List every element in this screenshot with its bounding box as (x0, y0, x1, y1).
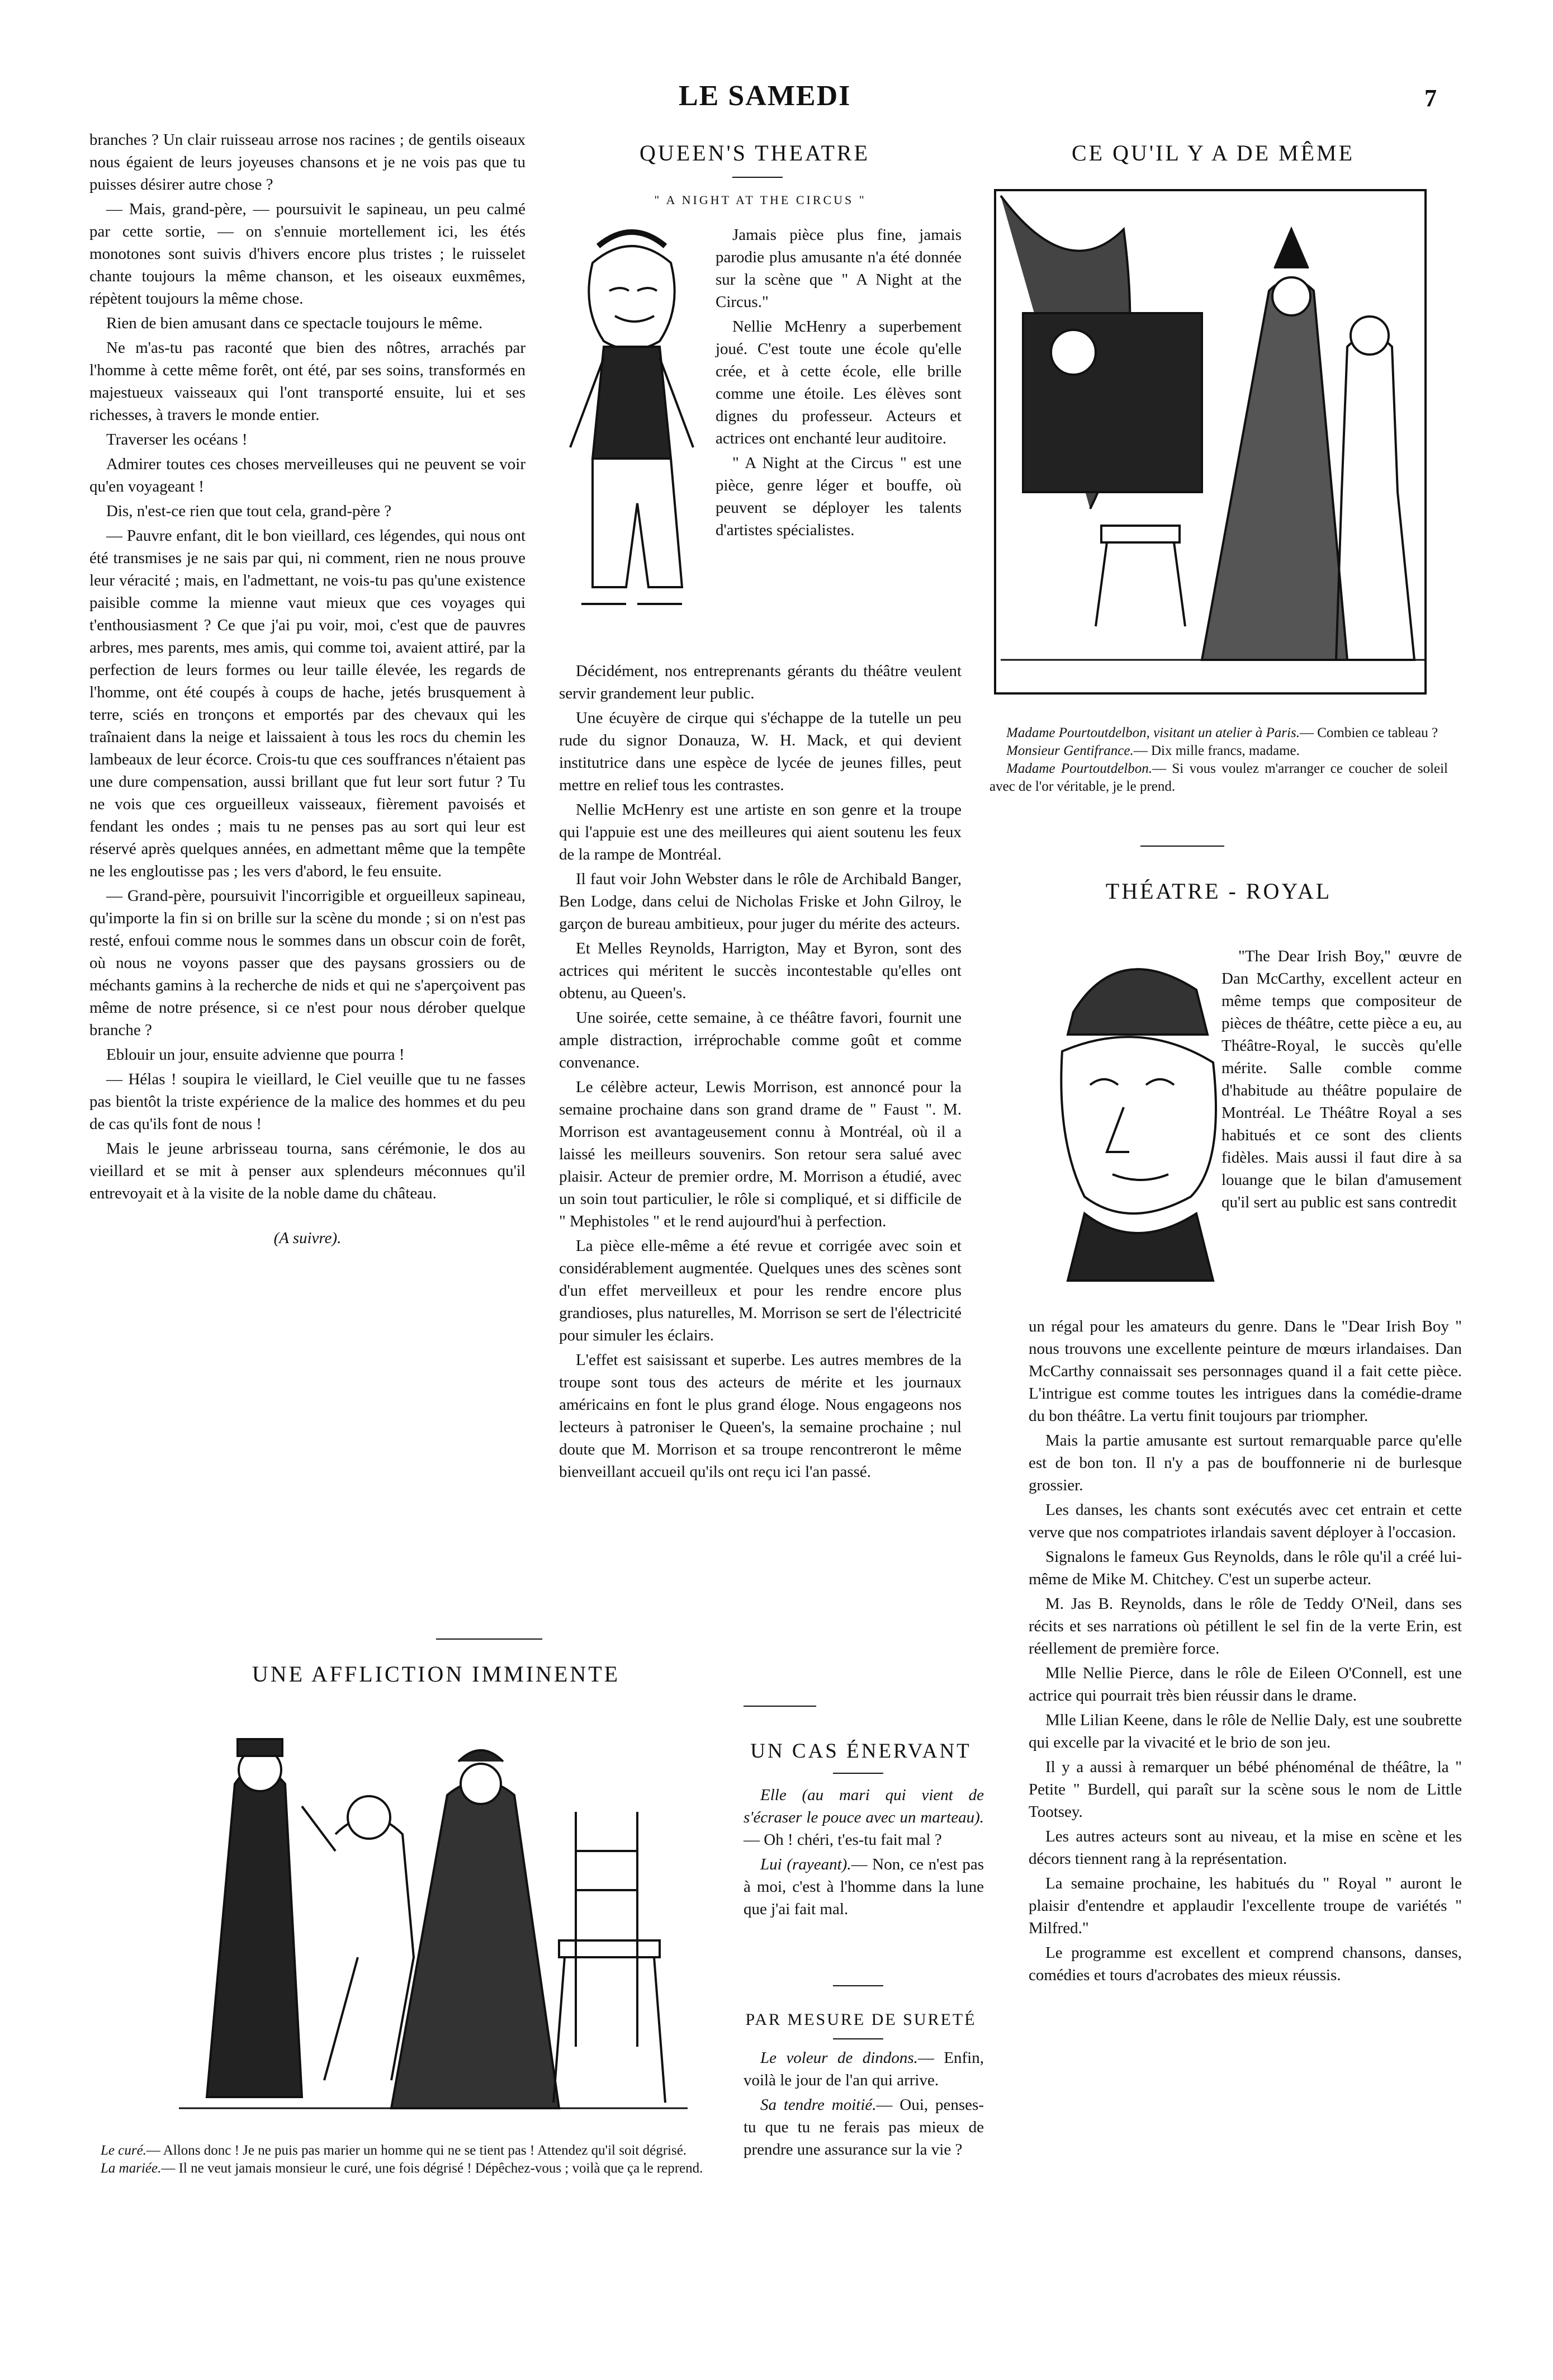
cas-line-1: Elle (au mari qui vient de s'écraser le pouce avec un marteau).— Oh ! chéri, t'es-tu fait mal ? (744, 1786, 984, 1849)
affliction-title: UNE AFFLICTION IMMINENTE (252, 1661, 621, 1687)
royal-paragraph: Mais la partie amusante est surtout remarquable parce qu'elle est de bon ton. Il n'y a pas de bouffonnerie ni de burlesque grossier. (1029, 1432, 1462, 1494)
meme-caption (989, 724, 1448, 796)
story-paragraph: branches ? Un clair ruisseau arrose nos racines ; de gentils oiseaux nous égaient de leurs joyeuses chansons et je ne vois pas que tu puisses désirer autre chose ? (89, 131, 525, 193)
affliction-caption (101, 2142, 710, 2178)
divider (1140, 846, 1224, 847)
royal-title: THÉATRE - ROYAL (1105, 879, 1332, 904)
divider (833, 1773, 883, 1774)
story-paragraph: Ne m'as-tu pas raconté que bien des nôtres, arrachés par l'homme à cette même forêt, ont été, par ses soins, transformés en majestueux vaisseaux qui l'ont transporté ensuite, lui et ses richesses, à travers le monde entier. (89, 339, 525, 424)
divider (744, 1706, 816, 1707)
queens-paragraph: Une écuyère de cirque qui s'échappe de la tutelle un peu rude du signor Donauza, W. H. Mack, et qui devient institutrice dans une espèce de lycée de jeunes filles, peut mettre en relief tous les contrastes. (559, 709, 962, 794)
cas-title: UN CAS ÉNERVANT (750, 1740, 972, 1763)
royal-paragraph: Le programme est excellent et comprend chansons, danses, comédies et tours d'acrobates des mieux réussis. (1029, 1944, 1462, 1984)
cas-body (744, 1784, 984, 1923)
story-paragraph: Mais le jeune arbrisseau tourna, sans cérémonie, le dos au vieillard et se mit à penser aux splendeurs méconnues qu'il entrevoyait et à la visite de la noble dame du château. (89, 1140, 525, 1202)
story-paragraph: — Grand-père, poursuivit l'incorrigible et orgueilleux sapineau, qu'importe la fin si on brille sur la scène du monde ; si on n'est pas resté, enfoui comme nous le sommes dans un obscur coin de forêt, où nous ne voyons passer que des paysans grossiers ou de méchants gamins à la recherche de nids et qui ne s'aperçoivent pas même de notre présence, si ce n'est pour nous dérober quelque branche ? (89, 887, 525, 1039)
page-number: 7 (1424, 84, 1437, 112)
royal-paragraph: Les autres acteurs sont au niveau, et la mise en scène et les décors tiennent rang à la représentation. (1029, 1828, 1462, 1868)
story-paragraph: — Mais, grand-père, — poursuivit le sapineau, un peu calmé par cette sortie, — on s'ennuie mortellement ici, les étés monotones sont suivis d'hivers encore plus tristes ; le ruisselet chante toujours la même chanson, et les oiseaux euxmêmes, répètent toujours la même chose. (89, 200, 525, 308)
story-paragraph: Dis, n'est-ce rien que tout cela, grand-père ? (106, 502, 392, 520)
divider (833, 2038, 883, 2039)
royal-body (1029, 1315, 1462, 1989)
queens-subtitle: " A NIGHT AT THE CIRCUS " (654, 193, 867, 207)
queens-paragraph: Jamais pièce plus fine, jamais parodie plus amusante n'a été donnée sur la scène que " A Night at the Circus." (716, 226, 962, 311)
surete-body (744, 2047, 984, 2163)
a-suivre: (A suivre). (273, 1229, 342, 1247)
queens-paragraph: Nellie McHenry a superbement joué. C'est toute une école qu'elle crée, et à cette école, elle brille comme une étoile. Les élèves sont dignes du professeur. Acteurs et actrices ont enchanté leur auditoire. (716, 318, 962, 447)
story-paragraph: — Hélas ! soupira le vieillard, le Ciel veuille que tu ne fasses pas bientôt la triste expérience de la malice des hommes et du peu de cas qu'ils font de nous ! (89, 1070, 525, 1133)
royal-paragraph: Il y a aussi à remarquer un bébé phénoménal de théâtre, la " Petite " Burdell, qui paraît sur la scène sous le nom de Little Tootsey. (1029, 1758, 1462, 1821)
queens-paragraph: Il faut voir John Webster dans le rôle de Archibald Banger, Ben Lodge, dans celui de Nicholas Friske et John Gilroy, le garçon de bureau ambitieux, pour juger du mérite des acteurs. (559, 870, 962, 933)
royal-paragraph: un régal pour les amateurs du genre. Dans le "Dear Irish Boy " nous trouvons une excellente peinture de mœurs irlandaises. Dan McCarthy connaissait ses personnages quand il a fait cette pièce. L'intrigue est comme toutes les intrigues dans la comédie-drame du bon théâtre. La vertu finit toujours par triompher. (1029, 1318, 1462, 1425)
queens-paragraph: " A Night at the Circus " est une pièce, genre léger et bouffe, où peuvent se déployer les talents d'artistes spécialistes. (716, 454, 962, 539)
caption-line-2: Monsieur Gentifrance.— Dix mille francs, madame. (1006, 743, 1300, 758)
surete-title: PAR MESURE DE SURETÉ (745, 2010, 977, 2029)
royal-paragraph: Mlle Nellie Pierce, dans le rôle de Eileen O'Connell, est une actrice qui pourrait très bien réussir dans le drame. (1029, 1664, 1462, 1704)
story-paragraph: Traverser les océans ! (106, 431, 248, 448)
queens-paragraph: Décidément, nos entreprenants gérants du théâtre veulent servir grandement leur public. (559, 662, 962, 702)
divider (732, 177, 783, 178)
caption-line-2: La mariée.— Il ne veut jamais monsieur le curé, une fois dégrisé ! Dépêchez-vous ; voilà que ça le reprend. (101, 2161, 703, 2176)
royal-paragraph: Signalons le fameux Gus Reynolds, dans le rôle qu'il a créé lui-même de Mike M. Chitchey. C'est un superbe acteur. (1029, 1548, 1462, 1588)
royal-paragraph: M. Jas B. Reynolds, dans le rôle de Teddy O'Neil, dans ses récits et ses narrations où pétillent le sel fin de la verte Erin, est réellement de première force. (1029, 1595, 1462, 1658)
wedding-illustration (168, 1706, 699, 2131)
queens-paragraph: La pièce elle-même a été revue et corrigée avec soin et considérablement augmentée. Quelques unes des scènes sont d'un effet merveilleux et pour les rendre encore plus grandioses, plus naturelles, M. Morrison se sert de l'électricité pour simuler les éclairs. (559, 1237, 962, 1344)
surete-line-2: Sa tendre moitié.— Oui, penses-tu que tu ne ferais pas mieux de prendre une assurance sur la vie ? (744, 2096, 984, 2159)
queens-paragraph: L'effet est saisissant et superbe. Les autres membres de la troupe sont tous des acteurs de mérite et les journaux américains en font le plus grand éloge. Nous engageons nos lecteurs à patroniser le Queen's, la semaine prochaine ; nul doute que M. Morrison et sa troupe rencontreront le même bienveillant accueil qu'ils ont reçu ici l'an passé. (559, 1351, 962, 1481)
divider (436, 1638, 542, 1640)
caption-line-1: Madame Pourtoutdelbon, visitant un atelier à Paris.— Combien ce tableau ? (1006, 725, 1438, 740)
divider (833, 1985, 883, 1986)
queens-paragraph: Une soirée, cette semaine, à ce théâtre favori, fournit une ample distraction, irréprochable comme goût et comme convenance. (559, 1009, 962, 1071)
column-story (89, 129, 525, 1252)
story-paragraph: — Pauvre enfant, dit le bon vieillard, ces légendes, qui nous ont été transmises je ne sais par qui, ni comment, rien ne nous prouve leur véracité ; mais, en l'admettant, ne vois-tu pas qu'une existence paisible comme la mienne vaut mieux que ces voyages qui t'enthousiasment ? Ce que j'ai pu voir, moi, c'est que de pauvres arbres, mes parents, mes amis, qui comme toi, avaient attiré, par la perfection de leurs formes ou leur taille élevée, les regards de l'homme, ont été coupés à coups de hache, jetés brusquement à terre, sciés en tronçons et emportés par des chevaux qui les traînaient dans la neige et laissaient à tous les rocs du chemin les lambeaux de leur écorce. Crois-tu que ces souffrances n'étaient pas une dure compensation, aussi brillant que fut leur sort futur ? Tu ne vois que ces orgueilleux vaisseaux, fièrement pavoisés et fendant les ondes ; mais tu ne penses pas au sort qui leur est réservé après quelques années, en admettant même que la tempête ne les engloutisse pas ; les vers d'abord, le feu ensuite. (89, 527, 525, 880)
queens-paragraph: Nellie McHenry est une artiste en son genre et la troupe qui l'appuie est une des meilleures qui aient soutenu les feux de la rampe de Montréal. (559, 801, 962, 863)
surete-line-1: Le voleur de dindons.— Enfin, voilà le jour de l'an qui arrive. (744, 2049, 984, 2089)
story-paragraph: Admirer toutes ces choses merveilleuses qui ne peuvent se voir qu'en voyageant ! (89, 455, 525, 495)
irish-boy-illustration (1040, 939, 1224, 1286)
queens-paragraph: Et Melles Reynolds, Harrigton, May et Byron, sont des actrices qui méritent le succès incontestable qu'elles ont obtenu, au Queen's. (559, 939, 962, 1002)
cas-line-2: Lui (rayeant).— Non, ce n'est pas à moi, c'est à l'homme dans la lune que j'ai fait mal. (744, 1855, 984, 1918)
royal-paragraph: Mlle Lilian Keene, dans le rôle de Nellie Daly, est une soubrette qui excelle par la vivacité et le brio de son jeu. (1029, 1711, 1462, 1751)
story-paragraph: Rien de bien amusant dans ce spectacle toujours le même. (106, 314, 483, 332)
caricature-illustration (548, 212, 716, 649)
queens-wrapped (716, 224, 962, 544)
royal-paragraph: La semaine prochaine, les habitués du " Royal " auront le plaisir d'entendre et applaudir l'excellente troupe de variétés " Milfred." (1029, 1874, 1462, 1937)
queens-title: QUEEN'S THEATRE (639, 140, 870, 166)
masthead: LE SAMEDI (679, 80, 851, 112)
caption-line-3: Madame Pourtoutdelbon.— Si vous voulez m'arranger ce coucher de soleil avec de l'or véritable, je le prend. (989, 761, 1448, 794)
royal-paragraph: Les danses, les chants sont exécutés avec cet entrain et cette verve que nos compatriotes irlandais savent déployer à l'occasion. (1029, 1501, 1462, 1541)
royal-paragraph: "The Dear Irish Boy," œuvre de Dan McCarthy, excellent acteur en même temps que compositeur de pièces de théâtre, cette pièce a eu, au Théâtre-Royal, le succès qu'elle mérite. Salle comble comme d'habitude au théâtre populaire de Montréal. Le Théâtre Royal a ses habitués et ce sont des clients fidèles. Mais aussi il faut dire à sa louange que le bilan d'amusement qu'il sert au public est sans contredit (1221, 947, 1462, 1211)
caption-line-1: Le curé.— Allons donc ! Je ne puis pas marier un homme qui ne se tient pas ! Attendez qu'il soit dégrisé. (101, 2143, 687, 2158)
royal-wrapped (1221, 945, 1462, 1216)
story-paragraph: Eblouir un jour, ensuite advienne que pourra ! (106, 1046, 405, 1064)
queens-body (559, 660, 962, 1485)
meme-title: CE QU'IL Y A DE MÊME (1071, 140, 1355, 166)
atelier-illustration (989, 179, 1437, 705)
queens-paragraph: Le célèbre acteur, Lewis Morrison, est annoncé pour la semaine prochaine dans son grand drame de " Faust ". M. Morrison est avantageusement connu à Montréal, où il a laissé les meilleurs souvenirs. Son retour sera salué avec plaisir. Acteur de premier ordre, M. Morrison a étudié, avec un soin tout particulier, le rôle si compliqué, et si difficile de " Mephistoles " et le rend aujourd'hui à perfection. (559, 1078, 962, 1230)
